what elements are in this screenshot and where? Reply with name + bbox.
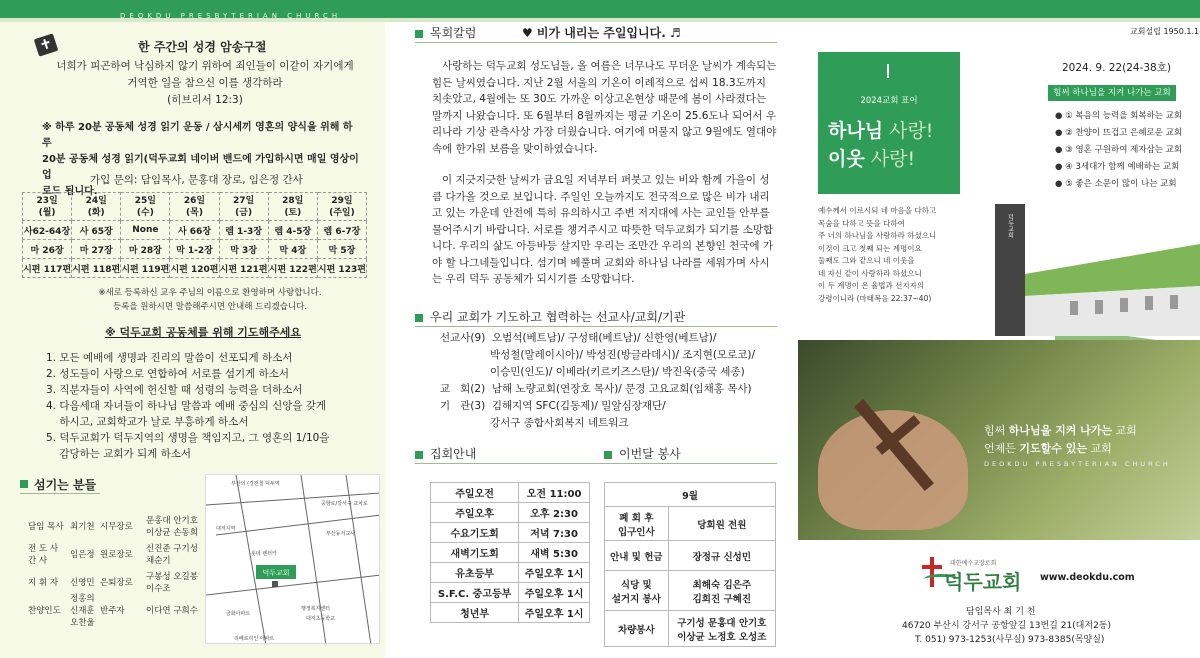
services-table: [430, 482, 590, 623]
memory-verse: [55, 58, 355, 109]
map-label: 행정복지센터: [301, 606, 330, 612]
schedule-cell: 시편 120편: [170, 259, 219, 278]
partner-line: 이승민(인도)/ 이베라(키르키즈스탄)/ 박진욱(중국 세종): [490, 366, 745, 378]
partners-list: [440, 330, 780, 432]
vision-item: ● ② 찬양이 뜨겁고 은혜로운 교회: [1055, 125, 1185, 142]
motto-word: 하나님: [828, 120, 884, 142]
schedule-row-new-testament: [23, 240, 367, 259]
server-row: [28, 569, 198, 597]
motto-word: 이웃: [828, 148, 865, 170]
server-cell: 문홍대 안기호 이상균 손동희: [146, 516, 198, 538]
column-title: ♥ 비가 내리는 주일입니다. ♬: [522, 26, 681, 40]
service-cell: 오전 11:00: [519, 483, 590, 503]
partner-line: 박성철(말레이시아)/ 박성진(방글라데시)/ 조지현(모로코)/: [490, 349, 756, 361]
server-cell: 이다연 구희수: [146, 606, 198, 616]
building-drawing: [960, 196, 1200, 341]
vision-title: 힘써 하나님을 지켜 나가는 교회: [1048, 85, 1176, 101]
schedule-row-old-testament: [23, 221, 367, 240]
prayer-item: 하시고, 교회학교가 날로 부흥하게 하소서: [46, 416, 249, 428]
prayer-item: 3. 직분자들이 사역에 헌신할 때 성령의 능력을 더하소서: [46, 384, 303, 396]
prayer-item: 5. 덕두교회가 덕두지역의 생명을 책임지고, 그 영혼의 1/10을: [46, 432, 330, 444]
prayer-item: 1. 모든 예배에 생명과 진리의 말씀이 선포되게 하소서: [46, 352, 293, 364]
service-cell: 수요기도회: [431, 523, 519, 543]
schedule-cell: 막 3장: [219, 240, 268, 259]
signup-contact: 가입 문의: 담임목사, 문홍대 장로, 임은정 간사: [90, 174, 303, 186]
pastoral-column-p1: 사랑하는 덕두교회 성도님들, 올 여름은 너무나도 무더운 날씨가 계속되는 힘든 날씨였습니다. 지난 2월 서울의 기온이 이례적으로 섭씨 18.3도까지 치솟았고, 4월에는 또 30도 가까운 이상고온현상 때문에 봄이 사라졌다는 말까지 나왔습니다. 또 6월부터 8월까지는 평균 기온이 25.6도나 되어서 우리나라 기상 관측사상 가장 더웠습니다. 여기에 머물지 않고 9월에도 열대야 속에 한가위 보름을 맞이하였습니다.: [432, 60, 777, 155]
schedule-cell: 시편 117편: [23, 259, 72, 278]
service-cell: 새벽 5:30: [519, 543, 590, 563]
notice-line: 20분 공동체 성경 읽기(덕두교회 네이버 밴드에 가입하시면 매일 영상이 업: [42, 154, 359, 181]
scripture-line: 이 두 계명이 온 율법과 선지자의: [818, 281, 925, 290]
service-cell: S.F.C. 중고등부: [431, 583, 519, 603]
schedule-cell: 막 1-2장: [170, 240, 219, 259]
schedule-days-row: [23, 193, 367, 221]
watermark-text: DEOKDU PRESBYTERIAN CHURCH: [120, 12, 342, 20]
schedule-cell: 렘 4-5장: [268, 221, 317, 240]
verse-line-2: 거역한 일을 참으신 이를 생각하라: [127, 77, 283, 89]
schedule-cell: 24일 (화): [72, 193, 121, 221]
duty-table: [604, 482, 776, 647]
motto-box: [818, 52, 960, 194]
map-church-label: 덕두교회: [262, 569, 290, 577]
server-row: [28, 594, 198, 628]
scripture-line: 주 너의 하나님을 사랑하라 하셨으니: [818, 231, 937, 240]
partner-line: 교 회(2) 남해 노량교회(연장호 목사)/ 문경 고요교회(임채홍 목사): [440, 383, 752, 395]
service-row: [431, 503, 590, 523]
scripture-line: 네 자신 같이 사랑하라 하셨으니: [818, 268, 922, 278]
schedule-cell: 시편 118편: [72, 259, 121, 278]
duty-month: 9월: [605, 483, 776, 507]
schedule-cell: 사 65장: [72, 221, 121, 240]
schedule-cell: 시편 123편: [317, 259, 366, 278]
schedule-cell: 막 4장: [268, 240, 317, 259]
section-marker: [415, 314, 423, 322]
scripture-line: 예수께서 이르시되 네 마음을 다하고: [818, 206, 937, 215]
duty-cell: 당회원 전원: [668, 507, 775, 541]
schedule-cell: 28일 (토): [268, 193, 317, 221]
schedule-cell: 사 66장: [170, 221, 219, 240]
prayer-item: 2. 성도들이 사랑으로 연합하여 서로를 섬기게 하소서: [46, 368, 290, 380]
prayer-item: 4. 다음세대 자녀들이 하나님 말씀과 예배 중심의 신앙을 갖게: [46, 400, 327, 412]
duty-cell: 장정규 신성민: [668, 541, 775, 571]
server-cell: 찬양인도: [28, 606, 61, 616]
service-row: [431, 483, 590, 503]
schedule-cell: 마 28장: [121, 240, 170, 259]
reading-schedule-table: [22, 192, 367, 278]
services-title: 집회안내: [430, 447, 477, 461]
map-label: 부산의 (경전철 덕두역: [231, 481, 280, 487]
servers-list: [28, 513, 198, 628]
caption-part: 교회: [1086, 442, 1112, 455]
service-cell: 새벽기도회: [431, 543, 519, 563]
section-marker: [415, 451, 423, 459]
service-cell: 주일오전: [431, 483, 519, 503]
partner-line: 기 관(3) 김해지역 SFC(김동제)/ 밀알심장재단/: [440, 400, 666, 412]
schedule-row-psalms: [23, 259, 367, 278]
service-cell: 청년부: [431, 603, 519, 623]
server-cell: 은퇴장로: [100, 578, 133, 588]
photo-caption-1: [984, 422, 1137, 438]
servers-title: 섬기는 분들: [34, 478, 97, 492]
church-logo-name: 덕두교회: [944, 570, 1022, 594]
server-cell: 반주자: [100, 606, 125, 616]
partner-line: 강서구 종합사회복지 네트워크: [490, 417, 629, 429]
server-cell: 원로장로: [100, 550, 133, 560]
schedule-cell: 렘 6-7장: [317, 221, 366, 240]
notice-line: 로드 됩니다.: [42, 186, 98, 197]
issue-date: 2024. 9. 22(24-38호): [1062, 62, 1171, 74]
server-cell: 전 도 사 간 사: [28, 544, 59, 566]
note-line: ※새로 등록하신 교우 주님의 이름으로 환영하며 사랑합니다.: [98, 288, 322, 298]
duty-cell: 식당 및 설거지 봉사: [605, 571, 669, 611]
schedule-cell: 23일 (월): [23, 193, 72, 221]
hands-image: [818, 410, 968, 530]
verse-line-1: 너희가 피곤하여 낙심하지 않기 위하여 죄인들이 이같이 자기에게: [56, 60, 354, 72]
vision-item: ● ③ 영혼 구원하여 제자삼는 교회: [1055, 142, 1185, 159]
duty-cell: 차량봉사: [605, 611, 669, 647]
scripture-line: 이것이 크고 첫째 되는 계명이요: [818, 243, 922, 253]
church-map: [205, 474, 380, 644]
service-cell: 유초등부: [431, 563, 519, 583]
server-cell: 구봉성 오길봉 이수조: [146, 572, 198, 594]
motto-line-1: [828, 116, 933, 143]
section-marker: [415, 30, 423, 38]
server-cell: 임은정: [70, 550, 95, 560]
schedule-cell: 마 27장: [72, 240, 121, 259]
service-row: [431, 583, 590, 603]
duty-row: [605, 571, 776, 611]
server-row: [28, 541, 198, 569]
section-divider: [415, 463, 777, 464]
church-address: 46720 부산시 강서구 공항앞길 13번길 21(대저2동): [902, 621, 1111, 631]
map-label: 리베로리인 아파트: [234, 636, 275, 642]
denomination-label: 대한예수교장로회: [950, 560, 997, 567]
duty-month-row: [605, 483, 776, 507]
section-marker: [20, 480, 28, 488]
schedule-cell: 시편 121편: [219, 259, 268, 278]
partner-line: 선교사(9) 오범석(베트남)/ 구성태(베트남)/ 신한영(베트남)/: [440, 332, 717, 344]
notice-line: ※ 하루 20분 공동체 성경 읽기 운동 / 삼시세끼 영혼의 양식을 위해 하루: [42, 122, 353, 149]
section-marker: [604, 451, 612, 459]
established-date: 교회설립 1950.1.1: [1130, 27, 1200, 36]
map-label: 대저초등학교: [306, 616, 335, 622]
caption-part: 교회: [1112, 424, 1137, 437]
server-cell: 지 휘 자: [28, 578, 59, 588]
schedule-cell: 마 26장: [23, 240, 72, 259]
service-row: [431, 603, 590, 623]
motto-line-2: [828, 144, 915, 171]
verse-reference: (히브리서 12:3): [167, 94, 243, 106]
scripture-line: 목숨을 다하고 뜻을 다하여: [818, 218, 905, 228]
map-label: 부산동서교사: [326, 531, 355, 537]
service-cell: 주일오후: [431, 503, 519, 523]
server-cell: 정홍의 신재훈 오찬울: [70, 594, 95, 628]
duty-row: [605, 507, 776, 541]
service-cell: 주일오후 1시: [519, 603, 590, 623]
registration-note: [70, 286, 350, 314]
schedule-cell: 25일 (수): [121, 193, 170, 221]
motto-bar: [887, 64, 889, 78]
caption-part: 하나님을 지켜 나가는: [1008, 424, 1113, 437]
cover-scripture: [818, 205, 968, 305]
schedule-cell: 27일 (금): [219, 193, 268, 221]
church-phone: T. 051) 973-1253(사무실) 973-8385(목양실): [915, 635, 1105, 645]
server-cell: 신영민: [70, 578, 95, 588]
partners-title: 우리 교회가 기도하고 협력하는 선교사/교회/기관: [430, 310, 686, 324]
section-divider: [415, 326, 777, 327]
motto-word: 사랑!: [864, 148, 916, 170]
schedule-cell: 29일 (주일): [317, 193, 366, 221]
scripture-line: 강령이니라 (마태복음 22:37~40): [818, 293, 932, 303]
reading-campaign-notice: [42, 120, 362, 200]
duty-cell: 구기성 문홍대 안기호 이상균 노정호 오성조: [668, 611, 775, 647]
caption-part: 힘써: [984, 424, 1009, 437]
schedule-cell: 렘 1-3장: [219, 221, 268, 240]
service-cell: 오후 2:30: [519, 503, 590, 523]
service-row: [431, 523, 590, 543]
prayer-title: ※ 덕두교회 공동체를 위해 기도해주세요: [105, 326, 302, 339]
column-label: 목회칼럼: [430, 26, 477, 40]
section-divider: [415, 42, 777, 43]
schedule-cell: 시편 119편: [121, 259, 170, 278]
schedule-cell: 26일 (목): [170, 193, 219, 221]
note-line: 등록을 원하시면 말씀해주시면 안내해 드리겠습니다.: [112, 302, 308, 312]
prayer-list: [46, 350, 366, 462]
schedule-cell: 막 5장: [317, 240, 366, 259]
server-cell: 최기천: [70, 522, 95, 532]
building-sign: 덕두교회: [1006, 214, 1014, 238]
schedule-cell: None: [121, 221, 170, 240]
section-divider: [20, 493, 100, 494]
duty-row: [605, 541, 776, 571]
prayer-item: 감당하는 교회가 되게 하소서: [46, 448, 192, 460]
map-label: 롯데 렌터카: [251, 551, 277, 557]
photo-caption-en: DEOKDU PRESBYTERIAN CHURCH: [984, 460, 1171, 468]
service-cell: 주일오후 1시: [519, 563, 590, 583]
service-cell: 저녁 7:30: [519, 523, 590, 543]
map-label: 대저지역: [216, 526, 236, 532]
church-building-illustration: [960, 196, 1200, 341]
motto-word: 사랑!: [883, 120, 934, 142]
church-website[interactable]: www.deokdu.com: [1040, 572, 1135, 583]
server-cell: 신진준 구기성 채순기: [146, 544, 198, 566]
vision-item: ● ④ 3세대가 함께 예배하는 교회: [1055, 159, 1185, 176]
server-row: [28, 513, 198, 541]
motto-subtitle: 2024교회 표어: [860, 96, 918, 106]
vision-item: ● ⑤ 좋은 소문이 많이 나는 교회: [1055, 176, 1185, 193]
server-cell: 시무장로: [100, 522, 133, 532]
duty-title: 이번달 봉사: [619, 447, 681, 461]
schedule-cell: 시편 122편: [268, 259, 317, 278]
photo-caption-2: [984, 440, 1112, 456]
caption-part: 언제든: [984, 442, 1020, 455]
vision-list: [1055, 108, 1185, 193]
server-cell: 담임 목사: [28, 522, 64, 532]
map-label: 금화아파트: [226, 611, 251, 617]
duty-cell: 안내 및 헌금: [605, 541, 669, 571]
pastoral-column-p2: 이 지긋지긋한 날씨가 금요일 저녁부터 퍼붓고 있는 비와 함께 가을이 성큼 다가올 것으로 보입니다. 주일인 오늘까지도 전국적으로 많은 비가 내리고 있는 가운데 안전에 특히 유의하시고 주변 저지대에 사는 교인들 안부를 물어주시기 바랍니다. 서로를 챙겨주시고 따뜻한 덕두교회가 되기를 소망합니다. 우리의 삶도 아등바등 살지만 우리는 조만간 우리의 본향인 천국에 가야 할 나그네들입니다. 섬기며 베풀며 교회와 하나님 나라를 세워가며 사시는 우리 덕두 공동체가 되시기를 소망합니다.: [432, 174, 774, 285]
service-cell: 주일오후 1시: [519, 583, 590, 603]
map-label: 공항로/강서구 교차로: [321, 501, 368, 507]
praying-hands-photo: [798, 340, 1200, 540]
vision-item: ● ① 복음의 능력을 회복하는 교회: [1055, 108, 1185, 125]
verse-title: 한 주간의 성경 암송구절: [138, 40, 267, 54]
service-row: [431, 563, 590, 583]
service-row: [431, 543, 590, 563]
caption-part: 기도할수 있는: [1019, 442, 1087, 455]
map-drawing: [206, 475, 380, 644]
duty-cell: 최해숙 김은주 김희진 구혜진: [668, 571, 775, 611]
duty-cell: 폐 회 후 입구인사: [605, 507, 669, 541]
scripture-line: 둘째도 그와 같으니 네 이웃을: [818, 256, 915, 265]
duty-row: [605, 611, 776, 647]
senior-pastor: 담임목사 최 기 천: [966, 607, 1036, 617]
schedule-cell: 사62-64장: [23, 221, 72, 240]
